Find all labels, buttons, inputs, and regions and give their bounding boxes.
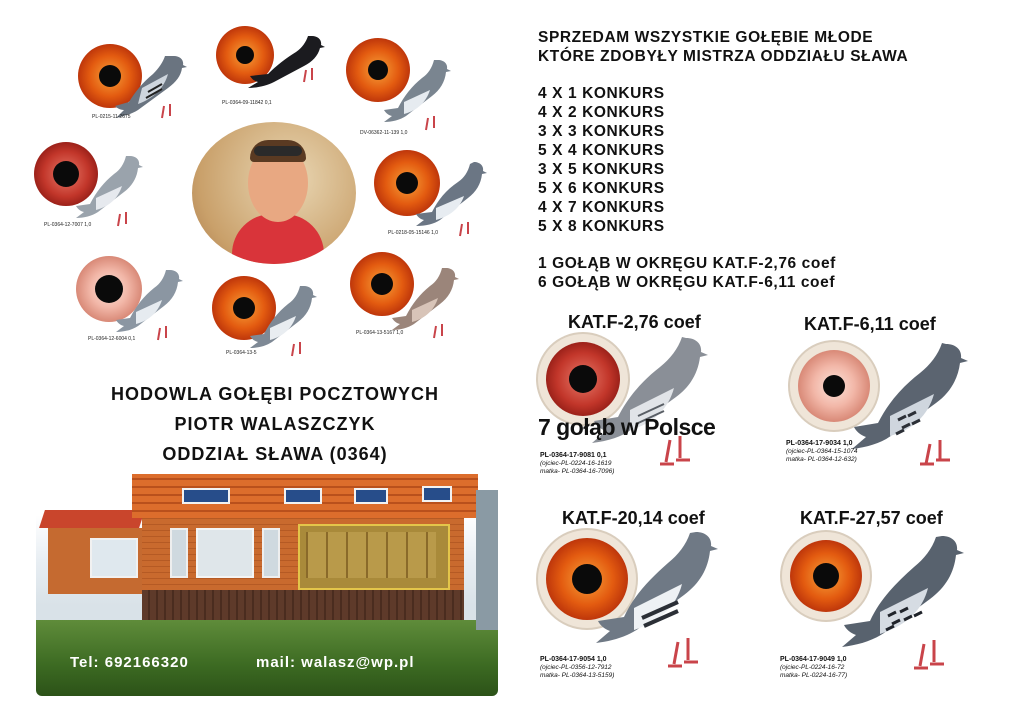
pigeon-photo [112, 48, 190, 124]
ring-number: PL-0364-17-9034 1,0 [786, 440, 853, 447]
list-item: 5 X 6 KONKURS [538, 180, 665, 197]
ring-number: PL-0364-12-7007 1,0 [44, 222, 92, 228]
ring-number: PL-0364-13-5167 1,0 [356, 330, 404, 336]
sire: (ojciec-PL-0224-16-72 [780, 664, 845, 671]
sire: (ojciec-PL-0364-15-1074 [786, 448, 858, 455]
pigeon-photo [590, 332, 716, 472]
konkurs-list [538, 84, 665, 236]
pigeon-photo [246, 30, 330, 100]
pigeon-collage [0, 0, 520, 370]
sire: (ojciec-PL-0356-12-7912 [540, 664, 612, 671]
list-item: 4 X 1 KONKURS [538, 85, 665, 102]
ring-number: PL-0364-17-9049 1,0 [780, 656, 847, 663]
dam: matka- PL-0364-12-632) [786, 456, 857, 463]
pigeon-photo [112, 266, 188, 346]
pigeon-photo [838, 530, 972, 676]
ring-number: PL-0364-09-11842 0,1 [222, 100, 272, 106]
headline-line2: KTÓRE ZDOBYŁY MISTRZA ODDZIAŁU SŁAWA [538, 48, 909, 65]
list-item: 4 X 2 KONKURS [538, 104, 665, 121]
okreg-line2: 6 GOŁĄB W OKRĘGU KAT.F-6,11 coef [538, 274, 836, 291]
ring-number: PL-0215-11-2675 [92, 114, 131, 120]
pedigree [540, 452, 614, 476]
ring-number: PL-0364-13-5 [226, 350, 257, 356]
email-address: mail: walasz@wp.pl [256, 654, 415, 671]
sire: (ojciec-PL-0224-16-1619 [540, 460, 612, 467]
dam: matka- PL-0364-16-7096) [540, 468, 615, 475]
ring-number: PL-0364-17-9081 0,1 [540, 452, 607, 459]
pigeon-photo [246, 282, 322, 362]
breeder-portrait [192, 122, 356, 264]
phone-number: Tel: 692166320 [70, 654, 189, 671]
featured-kat-label: KAT.F-2,76 coef [568, 312, 701, 332]
list-item: 3 X 5 KONKURS [538, 161, 665, 178]
pigeon-photo [848, 338, 976, 474]
loft-name-line3: ODDZIAŁ SŁAWA (0364) [162, 444, 388, 464]
pedigree [540, 656, 614, 680]
pedigree [786, 440, 858, 464]
list-item: 3 X 3 KONKURS [538, 123, 665, 140]
ring-number: PL-0364-12-6004 0,1 [88, 336, 136, 342]
list-item: 5 X 8 KONKURS [538, 218, 665, 235]
pedigree [780, 656, 847, 680]
ring-number: PL-0218-05-15146 1,0 [388, 230, 439, 236]
featured-kat-label: KAT.F-20,14 coef [562, 508, 705, 528]
list-item: 4 X 7 KONKURS [538, 199, 665, 216]
list-item: 5 X 4 KONKURS [538, 142, 665, 159]
okreg-line1: 1 GOŁĄB W OKRĘGU KAT.F-2,76 coef [538, 255, 836, 272]
headline-line1: SPRZEDAM WSZYSTKIE GOŁĘBIE MŁODE [538, 29, 874, 46]
featured-kat-label: KAT.F-27,57 coef [800, 508, 943, 528]
dam: matka- PL-0224-16-77) [780, 672, 848, 679]
ring-number: DV-06362-11-139 1,0 [360, 130, 408, 136]
loft-name-line1: HODOWLA GOŁĘBI POCZTOWYCH [111, 384, 439, 404]
dam: matka- PL-0364-13-5159) [540, 672, 615, 679]
overlay-note: 7 gołąb w Polsce [538, 414, 716, 440]
loft-name-line2: PIOTR WALASZCZYK [174, 414, 376, 434]
pigeon-photo [378, 56, 454, 136]
featured-kat-label: KAT.F-6,11 coef [804, 314, 936, 334]
pigeon-photo [72, 152, 148, 230]
ring-number: PL-0364-17-9054 1,0 [540, 656, 607, 663]
pigeon-photo [590, 526, 726, 676]
